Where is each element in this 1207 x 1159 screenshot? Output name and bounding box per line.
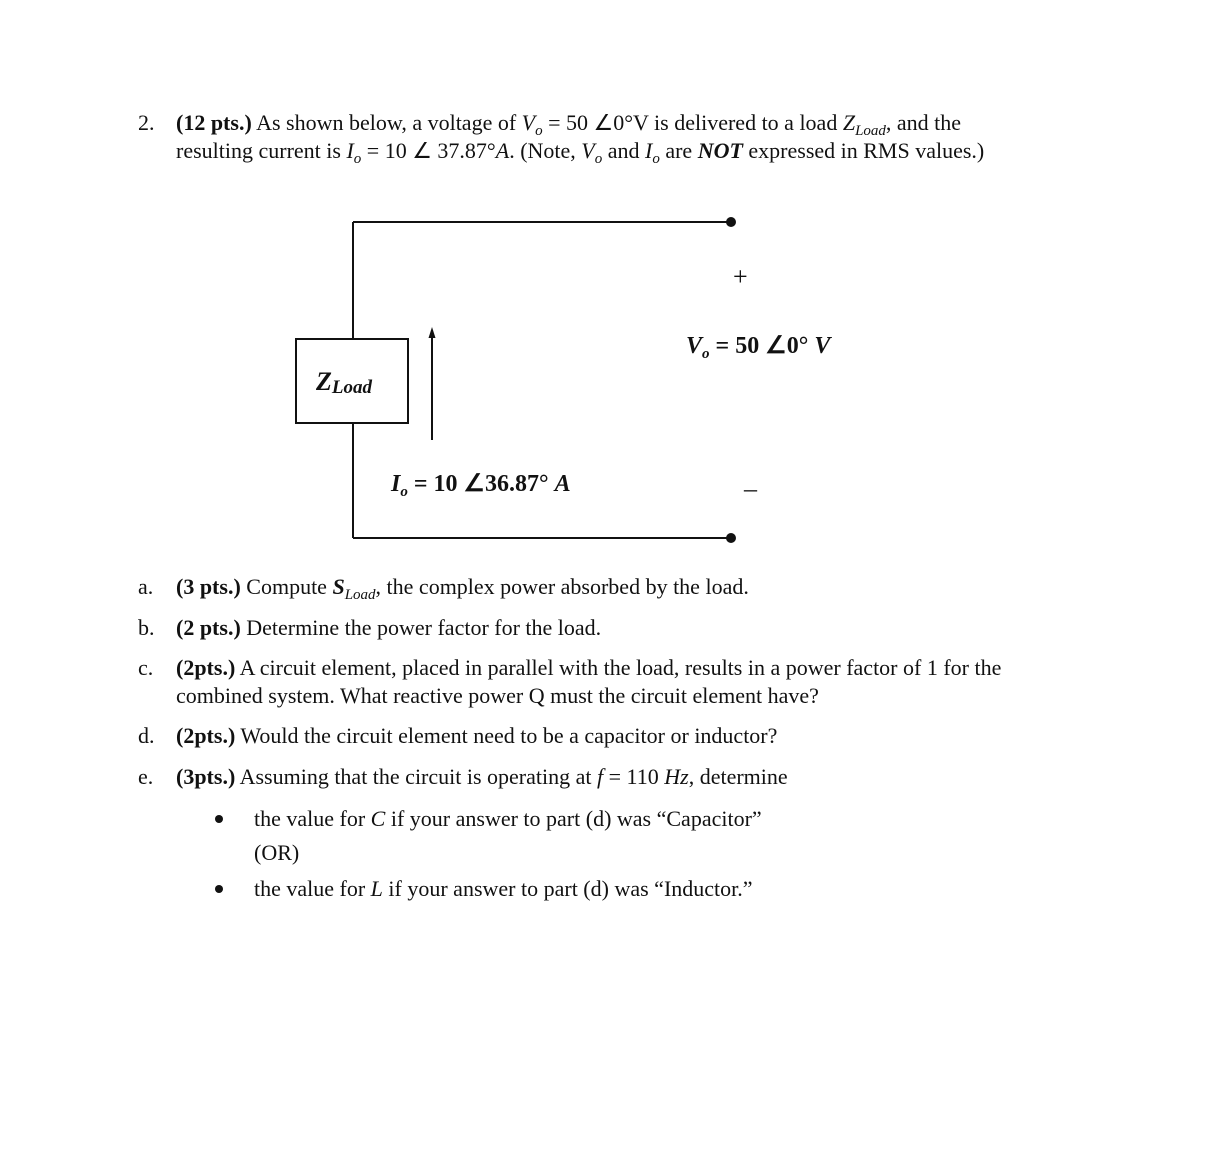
io-unit: A xyxy=(495,138,510,163)
part-e-body-2: , determine xyxy=(688,764,788,789)
current-arrowhead xyxy=(429,327,436,338)
io-diagram-unit: A xyxy=(554,471,571,497)
io-value: = 10 ∠ 37.87° xyxy=(366,138,496,163)
problem-number: 2. xyxy=(138,110,155,135)
part-d-points: (2pts.) xyxy=(176,723,236,748)
part-e-points: (3pts.) xyxy=(176,764,236,789)
part-d-body: Would the circuit element need to be a capacitor or inductor? xyxy=(240,723,778,748)
s-load-subscript: Load xyxy=(344,587,376,603)
intro-text-1: As shown below, a voltage of xyxy=(256,110,517,135)
bullet-1-symbol: C xyxy=(370,806,386,831)
part-a-text-1: Compute xyxy=(246,574,327,599)
intro-text-3: , and the xyxy=(885,110,962,135)
bullet-2-pre: the value for xyxy=(254,876,366,901)
f-symbol: f xyxy=(597,764,604,789)
bullet-2-post: if your answer to part (d) was “Inductor.” xyxy=(388,876,753,901)
not-emphasis: NOT xyxy=(697,138,743,163)
zload-symbol: Z xyxy=(316,367,332,396)
vo-diagram-symbol: V xyxy=(686,333,703,359)
z-symbol: Z xyxy=(842,110,856,135)
part-e-body-1: Assuming that the circuit is operating at xyxy=(239,764,592,789)
f-value: = 110 xyxy=(608,764,659,789)
zload-label xyxy=(316,367,372,399)
bullet-1-text xyxy=(254,805,762,833)
intro-text-5: . (Note, xyxy=(509,138,576,163)
s-load-symbol: S xyxy=(332,574,345,599)
z-subscript: Load xyxy=(855,123,886,139)
io-diagram-label xyxy=(391,469,571,501)
part-b-body: Determine the power factor for the load. xyxy=(246,615,602,640)
intro-text-7: are xyxy=(665,138,693,163)
io-diagram-subscript: o xyxy=(400,484,408,500)
vo-diagram-subscript: o xyxy=(702,346,710,362)
bullet-2 xyxy=(215,885,223,893)
intro-text-2: is delivered to a load xyxy=(654,110,838,135)
io-diagram-symbol: I xyxy=(391,471,401,497)
bullet-2-text xyxy=(254,875,753,903)
part-c-letter: c. xyxy=(138,655,154,680)
bullet-1-pre: the value for xyxy=(254,806,366,831)
top-terminal xyxy=(726,217,736,227)
part-e-text xyxy=(176,763,788,791)
io-diagram-value: = 10 ∠36.87° xyxy=(413,471,549,497)
part-d-text xyxy=(176,722,777,750)
part-c-text-line-1 xyxy=(176,654,1001,682)
intro-text-8: expressed in RMS values.) xyxy=(748,138,985,163)
io-subscript: o xyxy=(353,151,362,167)
f-unit: Hz xyxy=(664,764,689,789)
part-b-text xyxy=(176,614,601,642)
bullet-2-symbol: L xyxy=(370,876,383,901)
part-a-letter: a. xyxy=(138,574,154,599)
bullet-1-post: if your answer to part (d) was “Capacitor” xyxy=(390,806,762,831)
io-symbol: I xyxy=(346,138,354,163)
bullet-1 xyxy=(215,815,223,823)
intro-text-6: and xyxy=(607,138,640,163)
vo-value: = 50 ∠0°V xyxy=(548,110,649,135)
part-a-text xyxy=(176,573,749,609)
vo-diagram-label xyxy=(686,331,830,363)
vo-diagram-unit: V xyxy=(814,333,831,359)
part-a-points: (3 pts.) xyxy=(176,574,241,599)
zload-subscript: Load xyxy=(331,377,372,398)
vo-subscript: o xyxy=(535,123,543,139)
intro-text-4: resulting current is xyxy=(176,138,341,163)
io-subscript-2: o xyxy=(652,151,660,167)
vo-symbol: V xyxy=(521,110,536,135)
problem-points: (12 pts.) xyxy=(176,110,252,135)
vo-symbol-2: V xyxy=(581,138,595,163)
minus-sign: – xyxy=(744,474,757,503)
part-b-points: (2 pts.) xyxy=(176,615,241,640)
part-e-letter: e. xyxy=(138,764,154,789)
part-b-letter: b. xyxy=(138,615,155,640)
vo-subscript-2: o xyxy=(594,151,603,167)
plus-sign: + xyxy=(733,262,748,291)
or-text: (OR) xyxy=(254,840,300,865)
part-c-text-line-2: combined system. What reactive power Q must the circuit element have? xyxy=(176,683,819,708)
part-c-points: (2pts.) xyxy=(176,655,236,680)
vo-diagram-value: = 50 ∠0° xyxy=(715,333,809,359)
part-d-letter: d. xyxy=(138,723,155,748)
bottom-terminal xyxy=(726,533,736,543)
part-c-body-1: A circuit element, placed in parallel with the load, results in a power factor of 1 for the xyxy=(239,655,1002,680)
io-symbol-2: I xyxy=(645,138,653,163)
part-a-text-2: , the complex power absorbed by the load. xyxy=(375,574,749,599)
